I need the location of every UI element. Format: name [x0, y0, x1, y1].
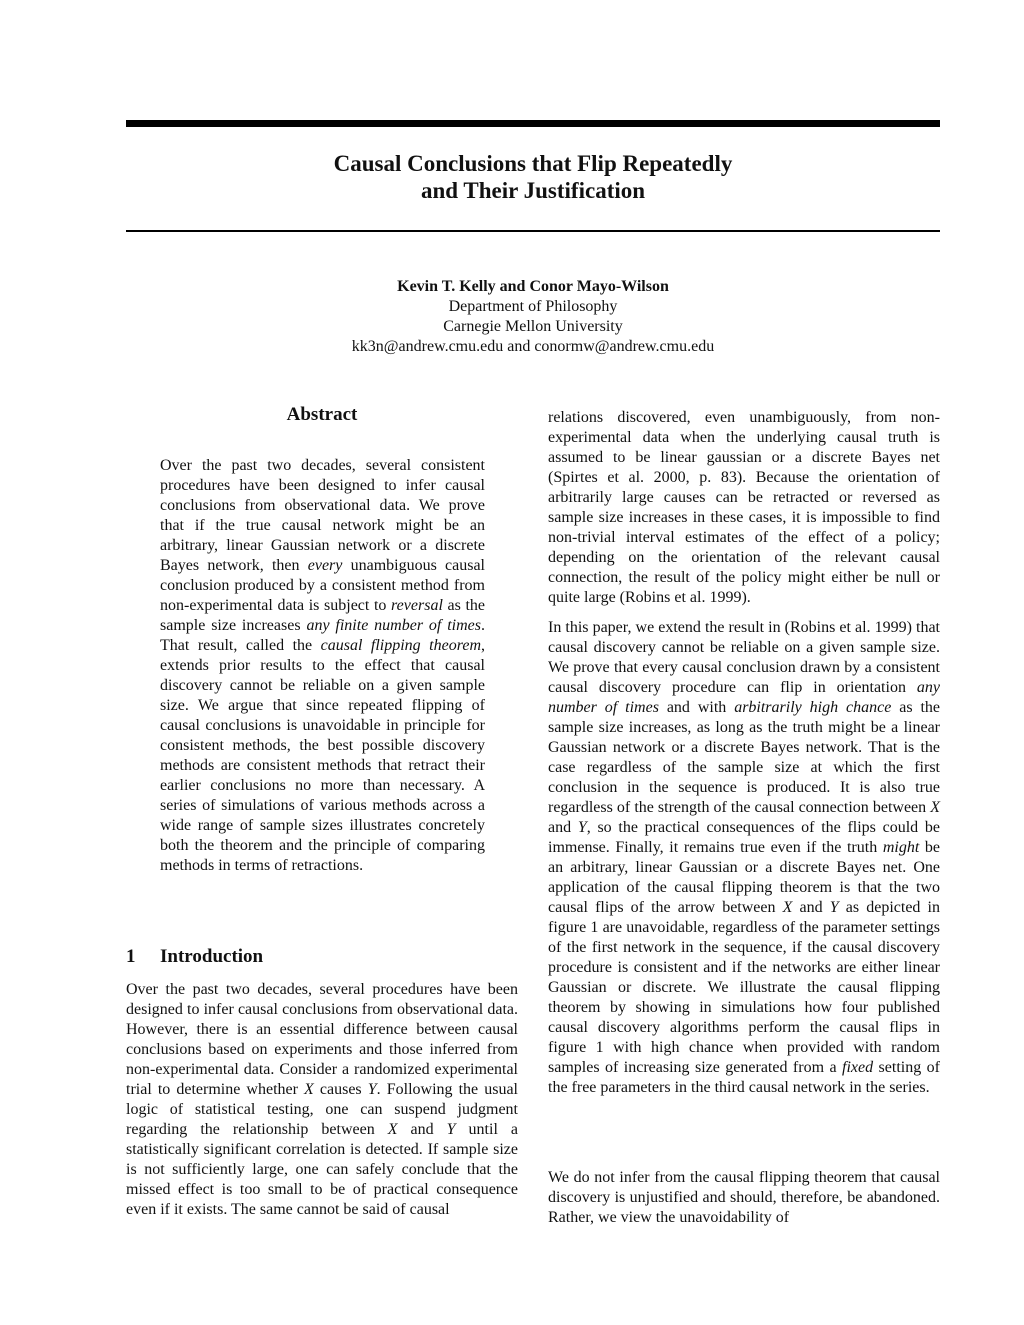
- abstract-text: , extends prior results to the effect that causal discovery cannot be reliable on a given sample size. We argue that since repeated flipping of causal conclusions is unavoidable in principle for consistent methods, the best possible discovery methods are consistent methods that retract their earlier conclusions no more than necessary. A series of simulations of various methods across a wide range of sample sizes illustrates concretely both the theorem and the principle of comparing methods in terms of retractions.: [160, 637, 485, 874]
- emails: kk3n@andrew.cmu.edu and conormw@andrew.cmu.edu: [351, 338, 715, 355]
- department: Department of Philosophy: [448, 298, 618, 315]
- abstract-emphasis: causal flipping theorem: [320, 637, 481, 654]
- abstract-emphasis: every: [307, 557, 343, 574]
- top-rule: [126, 120, 940, 127]
- paragraph-emphasis: might: [882, 839, 920, 856]
- intro-text: causes: [313, 1081, 368, 1098]
- abstract-text: Over the past two decades, several consistent procedures have been designed to infer causal conclusions from observational data. We prove that if the true causal network might be an arbitrary, linear Gaussian network or a discrete Bayes network, then: [160, 457, 485, 574]
- paragraph-text: and: [548, 819, 578, 836]
- abstract-emphasis: any finite number of times: [306, 617, 481, 634]
- author-block: [126, 277, 940, 357]
- math-variable: Y: [446, 1121, 456, 1138]
- intro-text: until a statistically significant correlation is detected. If sample size is not sufficiently large, one can safely conclude that the missed effect is too small to be of practical consequence even if it exists. The same cannot be said of causal: [126, 1121, 518, 1218]
- math-variable: X: [930, 799, 940, 816]
- paragraph-text: and: [792, 899, 830, 916]
- right-paragraph-1: relations discovered, even unambiguously, from non-experimental data when the underlying causal truth is assumed to be linear gaussian or a discrete Bayes net (Spirtes et al. 2000, p. 83). Because the orientation of arbitrarily large causes can be retracted or reversed as sample size increases in these cases, it is impossible to find non-trivial interval estimates of the effect of a policy; depending on the orientation of the relevant causal connection, the result of the policy might either be null or quite large (Robins et al. 1999).: [548, 409, 940, 606]
- paragraph-text: and with: [658, 699, 735, 716]
- paragraph-emphasis: any number of times: [548, 679, 940, 716]
- paragraph-text: In this paper, we extend the result in (Robins et al. 1999) that causal discovery cannot be reliable on a given sample size. We prove that every causal conclusion drawn by a consistent causal discovery procedure can flip in orientation: [548, 619, 940, 696]
- math-variable: Y: [829, 899, 839, 916]
- abstract-text: unambiguous causal conclusion produced by a consistent method from non-experimental data is subject to: [160, 557, 486, 614]
- intro-text: and: [397, 1121, 447, 1138]
- math-variable: X: [782, 899, 793, 916]
- abstract-text: . That result, called the: [160, 617, 485, 654]
- math-variable: X: [387, 1121, 398, 1138]
- author-names: Kevin T. Kelly and Conor Mayo-Wilson: [397, 278, 669, 295]
- math-variable: Y: [577, 819, 587, 836]
- paragraph-text: be an arbitrary, linear Gaussian or a discrete Bayes net. One application of the causal flipping theorem is that the two causal flips of the arrow between: [548, 839, 941, 916]
- paragraph-emphasis: fixed: [842, 1059, 874, 1076]
- university: Carnegie Mellon University: [443, 318, 623, 335]
- section-title: Introduction: [160, 946, 264, 967]
- title-line-2: and Their Justification: [420, 178, 646, 203]
- paragraph-text: , so the practical consequences of the flips could be immense. Finally, it remains true even if the truth: [548, 819, 940, 856]
- title-line-1: Causal Conclusions that Flip Repeatedly: [333, 151, 733, 176]
- paper-title: [126, 150, 940, 204]
- intro-text: Over the past two decades, several procedures have been designed to infer causal conclusions from observational data. However, there is an essential difference between causal conclusions based on experiments and those inferred from non-experimental data. Consider a randomized experimental trial to determine whether: [126, 981, 518, 1098]
- math-variable: Y: [367, 1081, 377, 1098]
- introduction-body: [126, 980, 518, 1220]
- right-paragraph-2: [548, 618, 940, 1098]
- intro-text: . Following the usual logic of statistical testing, one can suspend judgment regarding the relationship between: [126, 1081, 518, 1138]
- section-heading-introduction: [126, 946, 518, 968]
- paragraph-emphasis: arbitrarily high chance: [734, 699, 892, 716]
- paragraph-text: as the sample size increases, as long as the truth might be a linear Gaussian network or a discrete Bayes network. That is the case regardless of the sample size at which the first conclusion in the sequence is produced. It is also true regardless of the strength of the causal connection between: [548, 699, 940, 816]
- paragraph-text: as depicted in figure 1 are unavoidable, regardless of the parameter settings of the first network in the sequence, if the causal discovery procedure is consistent and if the networks are either linear Gaussian or discrete. We illustrate the causal flipping theorem by showing in simulations how four published causal discovery algorithms perform the causal flips in figure 1 with high chance when provided with random samples of increasing size generated from a: [548, 899, 940, 1076]
- paragraph-text: setting of the free parameters in the third causal network in the series.: [548, 1059, 940, 1096]
- abstract-body: [160, 456, 485, 876]
- section-number: 1: [126, 946, 136, 967]
- math-variable: X: [304, 1081, 314, 1098]
- abstract-emphasis: reversal: [391, 597, 443, 614]
- abstract-heading: Abstract: [286, 404, 358, 425]
- right-paragraph-3: We do not infer from the causal flipping theorem that causal discovery is unjustified and should, therefore, be abandoned. Rather, we view the unavoidability of: [548, 1169, 940, 1226]
- title-bottom-rule: [126, 230, 940, 232]
- abstract-text: as the sample size increases: [160, 597, 486, 634]
